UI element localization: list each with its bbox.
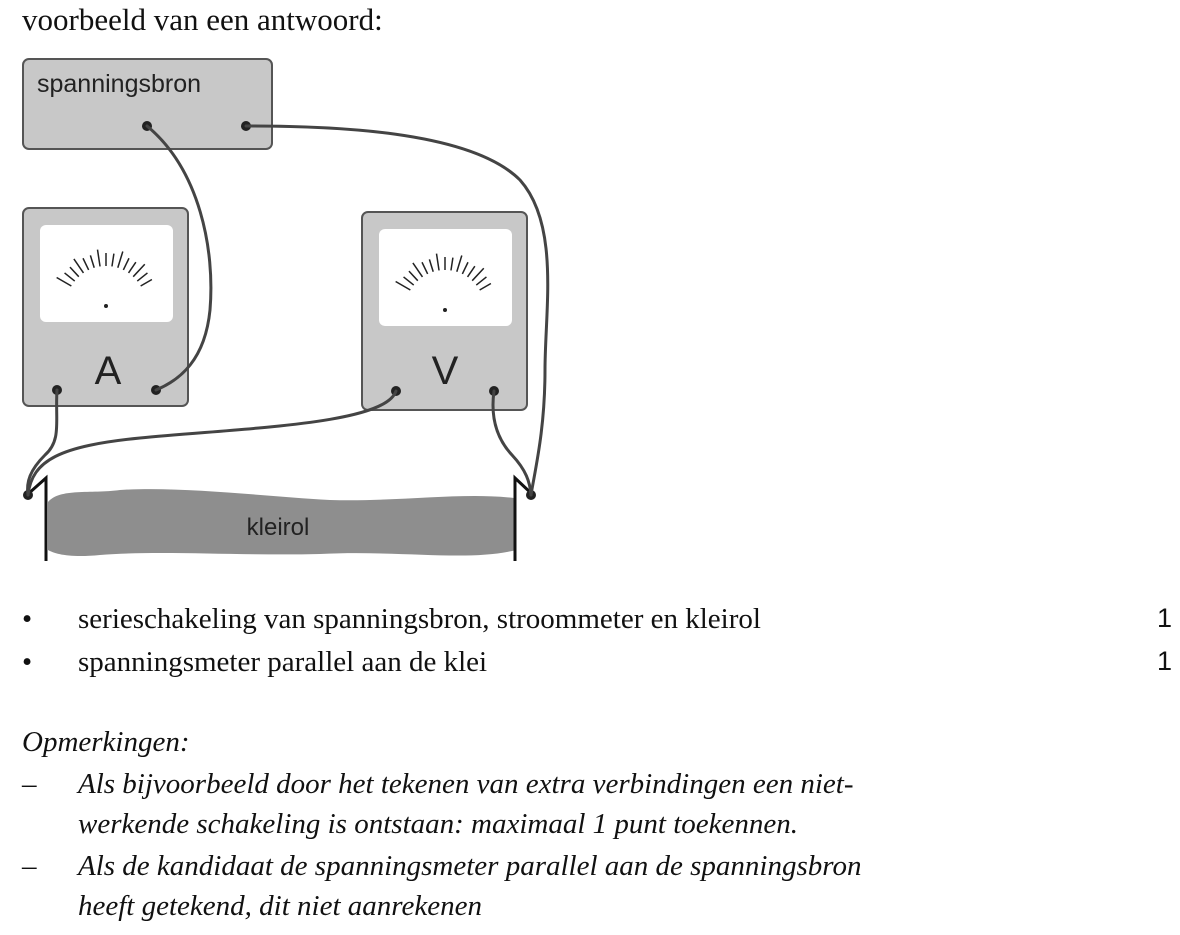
ammeter	[23, 208, 188, 406]
remark-dash: –	[22, 850, 37, 882]
criterion-text: serieschakeling van spanningsbron, stroommeter en kleirol	[78, 603, 761, 635]
clay-roll-label: kleirol	[246, 514, 310, 541]
circuit-diagram	[0, 50, 600, 570]
power-source	[23, 59, 272, 149]
ammeter-label: A	[94, 349, 122, 393]
bullet: •	[22, 646, 33, 678]
clamp-left	[28, 478, 46, 561]
remark-line: werkende schakeling is ontstaan: maximaal 1 punt toekennen.	[78, 808, 799, 840]
criterion-points: 1	[1156, 646, 1172, 676]
voltmeter-label: V	[431, 349, 459, 393]
remark-line: Als de kandidaat de spanningsmeter parallel aan de spanningsbron	[78, 850, 862, 882]
remarks-title: Opmerkingen:	[22, 726, 190, 758]
remark-line: Als bijvoorbeeld door het tekenen van extra verbindingen een niet-	[78, 768, 854, 800]
remark-line: heeft getekend, dit niet aanrekenen	[78, 890, 482, 922]
criterion-text: spanningsmeter parallel aan de klei	[78, 646, 488, 678]
voltmeter	[362, 212, 527, 410]
page-heading: voorbeeld van een antwoord:	[22, 2, 383, 37]
criterion-points: 1	[1156, 603, 1172, 633]
bullet: •	[22, 603, 33, 635]
clay-roll	[48, 489, 516, 556]
power-source-label: spanningsbron	[37, 70, 202, 98]
criterion-row	[22, 646, 1172, 686]
criterion-row	[22, 603, 1172, 643]
remark-dash: –	[22, 768, 37, 800]
